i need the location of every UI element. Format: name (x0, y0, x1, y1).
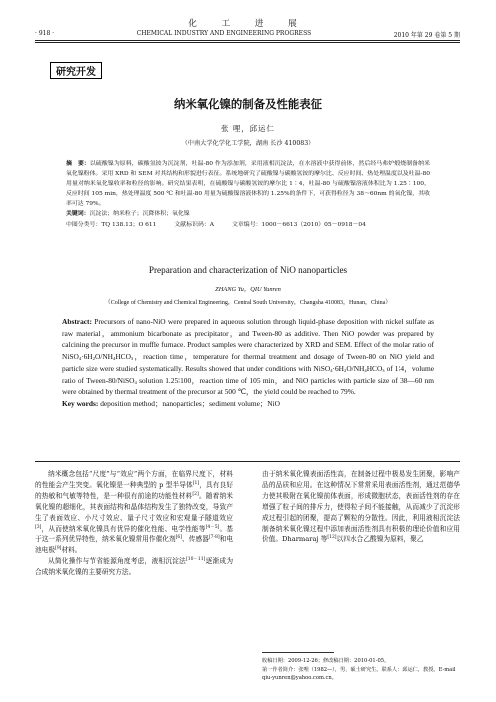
body-text: 由于纳米氧化镍表面活性高，在制备过程中极易发生团聚，影响产品的品质和应用。在这种情况下常常采用表面活性剂，通过范德华力使其吸附在氧化镍前体表面，形成微胞状态，表面活性剂的存在增强了粒子间的排斥力，使得粒子间不能接触，从而减少了沉淀形成过程引起的团聚，提高了颗粒的分散性。因此，利用液相沉淀法制备纳米氧化镍过程中添加表面活性剂具有积极的理论价值和应用价值。Dharmaraj 等 (262, 470, 460, 544)
subscript: 4 (330, 367, 333, 373)
body-paragraph (262, 469, 460, 545)
keywords-label-en: Key words: (62, 398, 99, 408)
body-text: 从简化操作与节省能源角度考虑，液相沉淀法 (48, 557, 186, 566)
citation: [9] (55, 546, 62, 552)
formula-part: ·6H (81, 352, 93, 362)
body-text: ，从而使纳米氧化镍具有优异的催化性能、电学性能等 (41, 524, 206, 533)
running-title: 化 工 进 展 (188, 19, 308, 29)
page-number: · 918 · (35, 30, 55, 37)
citation: [12] (327, 535, 337, 541)
journal-header (35, 30, 460, 39)
section-badge: 研究开发 (50, 62, 102, 79)
body-paragraph (35, 469, 233, 556)
body-text: 。随着纳米氧化镍的超细化，其表面结构和晶体结构发生了独特改变，导致产生了表面效应、小尺寸效应、量子尺寸效应和宏观量子隧道效应 (35, 491, 233, 522)
class-number: 中图分类号：TQ 138.13；O 611 (66, 221, 157, 228)
formula-part: O/NH (346, 363, 365, 373)
citation: [10－11] (185, 557, 206, 563)
abstract-label-zh: 摘 要： (66, 161, 90, 167)
abstract-text-en: solution 1.25∶100，reaction time of 105 min，and NiO particles with particle size of 38—60 nm were obtained by thermal treatment of the precursor at 500 ℃，the yield could be reached to 79%. (62, 375, 434, 397)
body-text: 以四水合乙酸镍为原料，聚乙 (336, 535, 424, 544)
subscript: 4 (113, 356, 116, 362)
body-text: 、传感器 (182, 535, 209, 544)
body-text: 。基于这一系列优异特性，纳米氧化镍常用作催化剂 (35, 524, 233, 544)
body-text: 材料。 (61, 546, 82, 555)
subscript: 2 (344, 367, 347, 373)
formula-part: HCO (366, 363, 383, 373)
header-rule-thin (35, 42, 460, 43)
keywords-zh-line (66, 211, 190, 217)
authors-en: ZHANG Yu，QIU Yunren (215, 286, 281, 293)
subscript: 2 (92, 356, 95, 362)
subscript: 3 (382, 367, 385, 373)
affiliation-zh: （中南大学化学化工学院，湖南 长沙 410083） (181, 140, 315, 147)
abstract-text-en: ，reaction time，temperature for thermal treatment and dosage of Tween-80 on NiO yield and particle size were studied systematically. Results showed that under conditions with NiSO (62, 352, 434, 373)
keywords-zh: 沉淀法；纳米粒子；沉降体积；氧化镍 (89, 211, 190, 218)
abstract-en (62, 316, 434, 410)
abstract-zh (66, 159, 430, 230)
body-text: 纳米概念包括“尺度”与“效应”两个方面，在临界尺度下，材料的性能会产生突变。氧化镍是一种典型的 p 型半导体 (35, 470, 233, 489)
citation: [3] (35, 524, 42, 530)
authors-zh: 张 哩，邱运仁 (221, 124, 275, 133)
subscript: 4 (364, 367, 367, 373)
body-text: ，具有良好的热敏和气敏等特性，是一种很有前途的功能性材料 (35, 480, 234, 500)
subscript: 4 (134, 379, 137, 385)
abstract-text-zh: 以硫酸镍为原料，碳酸氢铵为沉淀剂，吐温-80 作为添加剂，采用液相沉淀法，在水溶液中获得前体，然后经马弗炉煅烧制备纳米氧化镍粉体。采用 XRD 和 SEM 对其结构和形貌进行表征。系统地研究了硫酸镍与碳酸氢铵的摩尔比、反应时间、热处理温度以及吐温-80 用量对纳米氧化镍收率和粒径的影响。研究结果表明，在硫酸镍与碳酸氢铵的摩尔比 1∶4，吐温-80 与硫酸镍溶液体积比为 1.25∶100，反应时间 105 min，热处理温度 500 ℃ 和吐温-80 用量为硫酸镍溶液体积的 1.25%的条件下，可获得粒径为 38～60nm 的氧化镍，其收率可达 79%。 (66, 161, 431, 208)
issue-info: 2010 年第 29 卷第 5 期 (393, 32, 460, 39)
body-text: 逐渐成为合成纳米氧化镍的主要研究方法。 (35, 557, 234, 577)
keywords-label-zh: 关键词： (66, 211, 90, 218)
subscript: 3 (130, 356, 134, 362)
footnote (262, 657, 460, 683)
citation: [4－5] (205, 524, 220, 530)
subscript: 4 (78, 356, 82, 362)
affiliation-en: （College of Chemistry and Chemical Engineering，Central South University，Changsha 410083，Hunan，China） (104, 300, 392, 306)
body-text: 和电池电极 (35, 535, 234, 555)
paper-title-en: Preparation and characterization of NiO nanoparticles (148, 265, 348, 275)
footnote-rule (262, 652, 334, 653)
author-info: 第一作者简介：张哩（1982—），男，硕士研究生。联系人：邱运仁，教授。E-mail qiu-yunren@yahoo.com.cn。 (262, 666, 456, 682)
keywords-en: deposition method；nanoparticles；sediment volume；NiO (98, 398, 280, 408)
journal-name: CHEMICAL INDUSTRY AND ENGINEERING PROGRESS (136, 30, 312, 37)
document-code: 文献标识码：A (174, 221, 215, 228)
formula-part: ·6H (332, 363, 345, 373)
article-number: 文章编号：1000－6613（2010）05－0918－04 (232, 221, 366, 228)
formula-part: HCO (115, 352, 131, 362)
abstract-text-en: of 1∶4，volume ratio of Tween-80/NiSO (62, 363, 434, 385)
citation: [2] (192, 491, 199, 497)
body-left-column (35, 469, 233, 578)
body-right-column (262, 469, 460, 545)
received-date: 收稿日期：2009-12-26；修改稿日期：2010-01-05。 (262, 658, 390, 664)
header-rule (35, 40, 460, 41)
classification-line (66, 222, 384, 228)
body-divider (35, 461, 460, 462)
citation: [7-8] (208, 535, 220, 541)
citation: [1] (192, 480, 200, 486)
abstract-label-en: Abstract: (62, 317, 92, 326)
paper-title-zh: 纳米氧化镍的制备及性能表征 (173, 97, 323, 111)
body-paragraph (35, 556, 233, 578)
citation: [6] (175, 535, 183, 541)
formula-part: O/NH (94, 352, 114, 362)
abstract-text-en: Precursors of nano-NiO were prepared in aqueous solution through liquid-phase deposition with nickel sulfate as raw material，ammonium bicarbonate as precipitator，and Tween-80 as additive. Then NiO powder was prepared by calcining the precursor in muffle furnace. Product samples were characterized by XRD and SEM. Effect of the molar ratio of NiSO (62, 317, 434, 362)
